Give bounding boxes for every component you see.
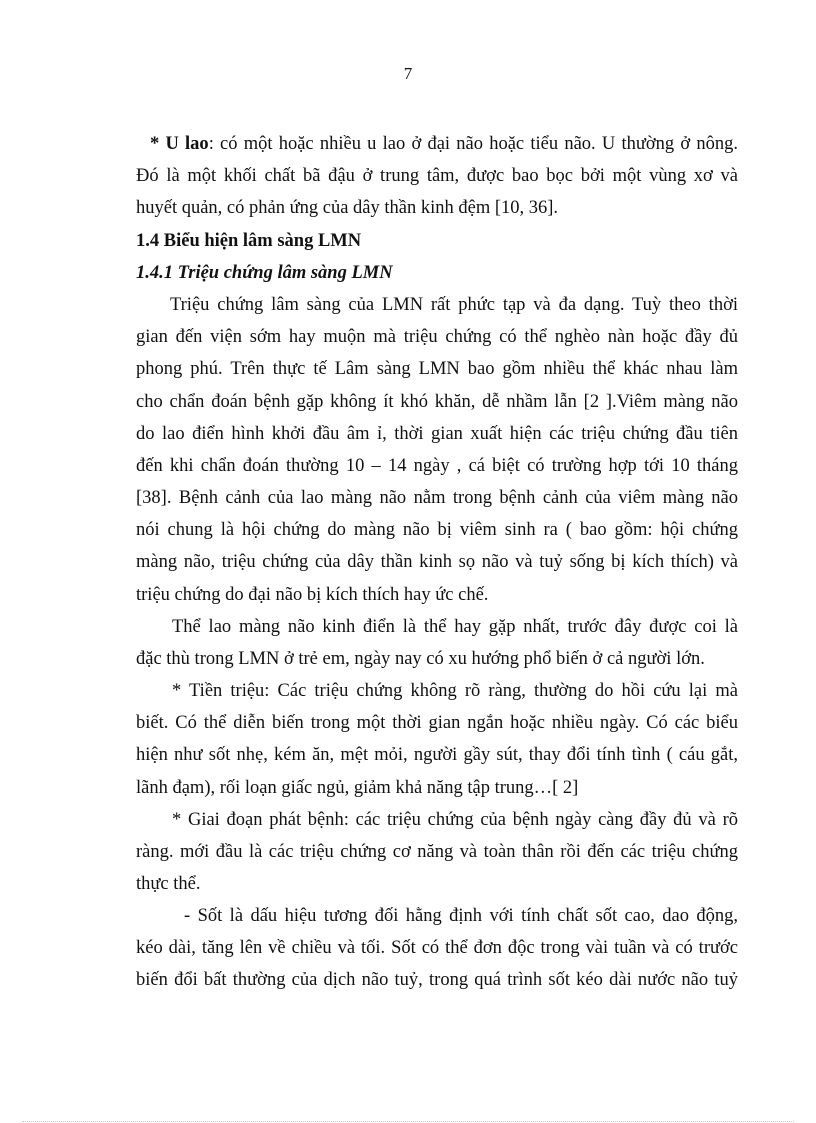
page-number: 7 <box>403 64 413 83</box>
para1-line: [38]. Bệnh cảnh của lao màng não nằm trong bệnh cảnh của viêm màng não <box>136 488 738 508</box>
para1-line: đến khi chẩn đoán thường 10 – 14 ngày , cá biệt có trường hợp tới 10 tháng <box>136 456 738 476</box>
u-lao-text: : có một hoặc nhiều u lao ở đại não hoặc tiểu não. U thường ở nông. <box>208 134 738 154</box>
para2-line: Thể lao màng não kinh điển là thể hay gặp nhất, trước đây được coi là <box>172 617 738 637</box>
para3-line: biết. Có thể diễn biến trong một thời gian ngắn hoặc nhiều ngày. Có các biểu <box>136 713 738 733</box>
para1-line: phong phú. Trên thực tế Lâm sàng LMN bao gồm nhiều thể khác nhau làm <box>136 359 738 379</box>
u-lao-line-1 <box>150 132 738 156</box>
para3-line: * Tiền triệu: Các triệu chứng không rõ ràng, thường do hồi cứu lại mà <box>172 681 738 701</box>
para4-line: thực thể. <box>136 874 201 894</box>
para1-line: màng não, triệu chứng của dây thần kinh sọ não và tuỷ sống bị kích thích) và <box>136 552 738 572</box>
para4-line: * Giai đoạn phát bệnh: các triệu chứng của bệnh ngày càng đầy đủ và rõ <box>172 810 738 830</box>
para5-line: kéo dài, tăng lên về chiều và tối. Sốt có thể đơn độc trong vài tuần và có trước <box>136 938 738 958</box>
page-bottom-rule <box>22 1121 794 1122</box>
para1-line: cho chẩn đoán bệnh gặp không ít khó khăn, dễ nhầm lẫn [2 ].Viêm màng não <box>136 392 738 412</box>
para1-line: do lao điển hình khởi đầu âm ỉ, thời gian xuất hiện các triệu chứng đầu tiên <box>136 424 738 444</box>
para3-line: lãnh đạm), rối loạn giấc ngủ, giảm khả năng tập trung…[ 2] <box>136 778 579 798</box>
u-lao-line-2: Đó là một khối chất bã đậu ở trung tâm, được bao bọc bởi một vùng xơ và <box>136 166 738 186</box>
para5-line: - Sốt là dấu hiệu tương đối hằng định với tính chất sốt cao, dao động, <box>184 906 738 926</box>
para5-line: biến đổi bất thường của dịch não tuỷ, trong quá trình sốt kéo dài nước não tuỷ <box>136 970 738 990</box>
para4-line: ràng. mới đầu là các triệu chứng cơ năng và toàn thân rồi đến các triệu chứng <box>136 842 738 862</box>
para1-line: nói chung là hội chứng do màng não bị viêm sinh ra ( bao gồm: hội chứng <box>136 520 738 540</box>
para3-line: hiện như sốt nhẹ, kém ăn, mệt mỏi, người gầy sút, thay đổi tính tình ( cáu gắt, <box>136 745 738 765</box>
section-heading: 1.4 Biểu hiện lâm sàng LMN <box>136 231 362 251</box>
para1-line: gian đến viện sớm hay muộn mà triệu chứng có thể nghèo nàn hoặc đầy đủ <box>136 327 738 347</box>
u-lao-line-3: huyết quản, có phản ứng của dây thần kinh đệm [10, 36]. <box>136 198 559 218</box>
para1-line: Triệu chứng lâm sàng của LMN rất phức tạp và đa dạng. Tuỳ theo thời <box>170 295 738 315</box>
u-lao-label: * U lao <box>150 134 209 154</box>
subsection-heading: 1.4.1 Triệu chứng lâm sàng LMN <box>136 263 393 283</box>
para2-line: đặc thù trong LMN ở trẻ em, ngày nay có xu hướng phổ biến ở cả người lớn. <box>136 649 705 669</box>
para1-line: triệu chứng do đại não bị kích thích hay ức chế. <box>136 585 489 605</box>
